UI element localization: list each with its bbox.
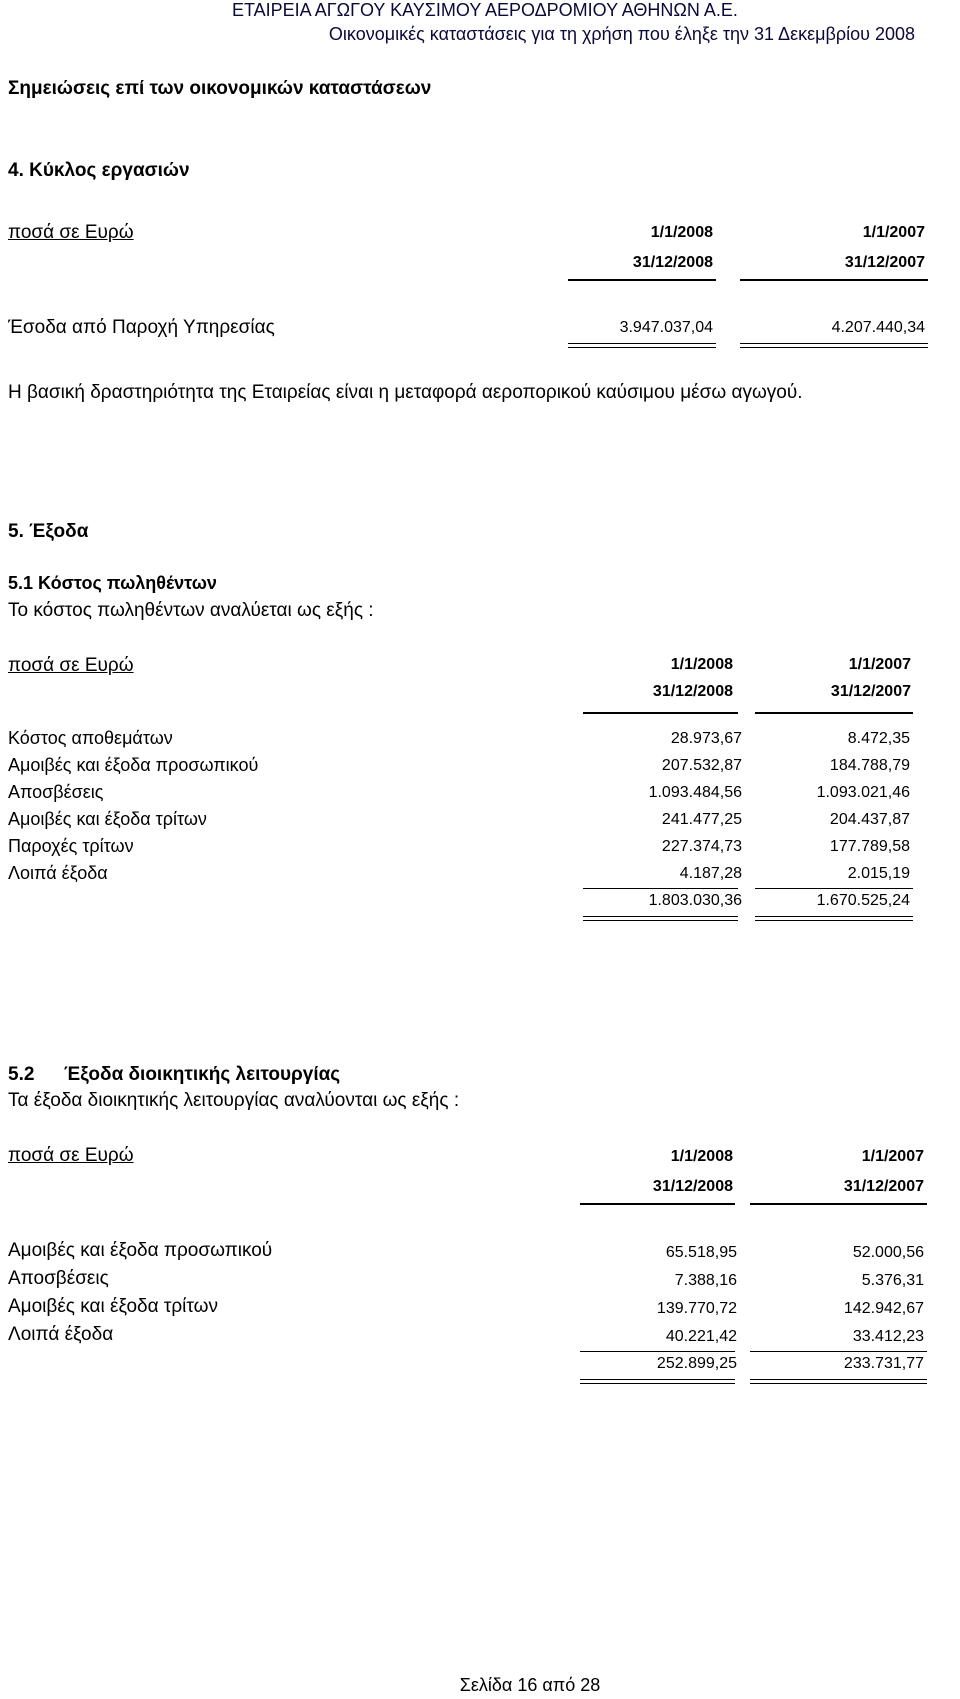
document-subtitle: Οικονομικές καταστάσεις για τη χρήση που έληξε την 31 Δεκεμβρίου 2008 xyxy=(328,24,915,44)
table-row-label: Αμοιβές και έξοδα τρίτων xyxy=(8,809,207,829)
section-5-2-col1-from: 1/1/2008 xyxy=(670,1148,733,1165)
table-row-value-2007: 33.412,23 xyxy=(852,1328,924,1345)
section-4-row-value-2008: 3.947.037,04 xyxy=(619,319,713,336)
table-row-label: Αμοιβές και έξοδα προσωπικού xyxy=(8,1240,273,1261)
section-4-title: 4. Κύκλος εργασιών xyxy=(8,160,190,181)
table-row-value-2007: 8.472,35 xyxy=(847,730,910,747)
table-row-value-2008: 227.374,73 xyxy=(661,838,742,855)
table-row-value-2007: 142.942,67 xyxy=(843,1300,924,1317)
section-5-1-col2-subtotal-rule xyxy=(755,888,913,889)
section-5-1-col1-header-rule xyxy=(583,712,738,714)
table-row-value-2007: 204.437,87 xyxy=(829,811,910,828)
section-4-row-label: Έσοδα από Παροχή Υπηρεσίας xyxy=(8,317,275,338)
table-row-value-2008: 207.532,87 xyxy=(661,757,742,774)
table-row-value-2008: 28.973,67 xyxy=(670,730,742,747)
table-row-value-2008: 1.093.484,56 xyxy=(648,784,742,801)
section-5-1-col2-to: 31/12/2007 xyxy=(830,683,911,700)
table-row-label: Λοιπά έξοδα xyxy=(8,863,108,883)
section-4-col1-header-rule xyxy=(568,279,716,281)
section-5-1-amount-label: ποσά σε Ευρώ xyxy=(8,655,134,676)
table-row-value-2008: 139.770,72 xyxy=(656,1300,737,1317)
section-4-row-value-2007: 4.207.440,34 xyxy=(831,319,925,336)
section-5-2-col2-from: 1/1/2007 xyxy=(861,1148,924,1165)
section-5-1-col2-header-rule xyxy=(755,712,913,714)
page-number: Σελίδα 16 από 28 xyxy=(459,1675,601,1695)
notes-title: Σημειώσεις επί των οικονομικών καταστάσεων xyxy=(8,78,432,99)
section-5-2-col1-total-rule xyxy=(580,1379,735,1384)
table-row-value-2007: 2.015,19 xyxy=(847,865,910,882)
section-5-2-total-2007: 233.731,77 xyxy=(843,1355,924,1372)
section-5-1-col2-from: 1/1/2007 xyxy=(848,656,911,673)
section-5-2-col1-to: 31/12/2008 xyxy=(652,1178,733,1195)
section-4-col1-double-rule xyxy=(568,343,716,348)
section-5-2-col1-subtotal-rule xyxy=(580,1351,735,1352)
table-row-value-2007: 52.000,56 xyxy=(852,1244,924,1261)
section-5-title: 5. Έξοδα xyxy=(8,521,89,542)
section-5-2-col1-header-rule xyxy=(580,1203,735,1205)
section-5-2-amount-label: ποσά σε Ευρώ xyxy=(8,1145,134,1166)
company-name: ΕΤΑΙΡΕΙΑ ΑΓΩΓΟΥ ΚΑΥΣΙΜΟΥ ΑΕΡΟΔΡΟΜΙΟΥ ΑΘΗΝΩΝ Α.Ε. xyxy=(232,0,738,20)
section-5-2-total-2008: 252.899,25 xyxy=(656,1355,737,1372)
section-5-2-title: Έξοδα διοικητικής λειτουργίας xyxy=(64,1064,341,1085)
section-5-1-col1-from: 1/1/2008 xyxy=(670,656,733,673)
section-5-1-total-2008: 1.803.030,36 xyxy=(648,892,742,909)
section-5-1-col2-total-rule xyxy=(755,916,913,921)
section-5-1-col1-subtotal-rule xyxy=(583,888,738,889)
table-row-value-2008: 65.518,95 xyxy=(665,1244,737,1261)
table-row-value-2008: 7.388,16 xyxy=(674,1272,737,1289)
section-4-col2-double-rule xyxy=(740,343,928,348)
section-4-col2-header-rule xyxy=(740,279,928,281)
table-row-value-2007: 184.788,79 xyxy=(829,757,910,774)
section-5-2-intro: Τα έξοδα διοικητικής λειτουργίας αναλύονται ως εξής : xyxy=(8,1090,460,1111)
table-row-value-2008: 4.187,28 xyxy=(679,865,742,882)
table-row-label: Αποσβέσεις xyxy=(8,782,104,802)
table-row-label: Αμοιβές και έξοδα τρίτων xyxy=(8,1296,218,1317)
table-row-value-2007: 5.376,31 xyxy=(861,1272,924,1289)
table-row-value-2007: 177.789,58 xyxy=(829,838,910,855)
table-row-label: Λοιπά έξοδα xyxy=(8,1324,114,1345)
section-4-col2-from: 1/1/2007 xyxy=(862,224,925,241)
table-row-value-2008: 40.221,42 xyxy=(665,1328,737,1345)
section-5-1-total-2007: 1.670.525,24 xyxy=(816,892,910,909)
section-5-1-col1-total-rule xyxy=(583,916,738,921)
section-5-2-col2-total-rule xyxy=(750,1379,927,1384)
table-row-label: Κόστος αποθεμάτων xyxy=(8,728,173,748)
table-row-label: Αμοιβές και έξοδα προσωπικού xyxy=(8,755,259,775)
section-5-1-intro: Το κόστος πωληθέντων αναλύεται ως εξής : xyxy=(8,600,374,621)
section-5-1-col1-to: 31/12/2008 xyxy=(652,683,733,700)
section-5-2-col2-subtotal-rule xyxy=(750,1351,927,1352)
table-row-value-2008: 241.477,25 xyxy=(661,811,742,828)
section-4-note: Η βασική δραστηριότητα της Εταιρείας είναι η μεταφορά αεροπορικού καύσιμου μέσω αγωγού. xyxy=(8,382,803,403)
section-4-amount-label: ποσά σε Ευρώ xyxy=(8,222,134,243)
table-row-label: Αποσβέσεις xyxy=(8,1268,109,1289)
table-row-label: Παροχές τρίτων xyxy=(8,836,134,856)
section-5-1-title: 5.1 Κόστος πωληθέντων xyxy=(8,573,217,593)
section-5-2-number: 5.2 xyxy=(8,1064,35,1085)
table-row-value-2007: 1.093.021,46 xyxy=(816,784,910,801)
section-4-col2-to: 31/12/2007 xyxy=(844,254,925,271)
section-5-2-col2-header-rule xyxy=(750,1203,927,1205)
section-4-col1-from: 1/1/2008 xyxy=(650,224,713,241)
section-5-2-col2-to: 31/12/2007 xyxy=(843,1178,924,1195)
section-4-col1-to: 31/12/2008 xyxy=(632,254,713,271)
